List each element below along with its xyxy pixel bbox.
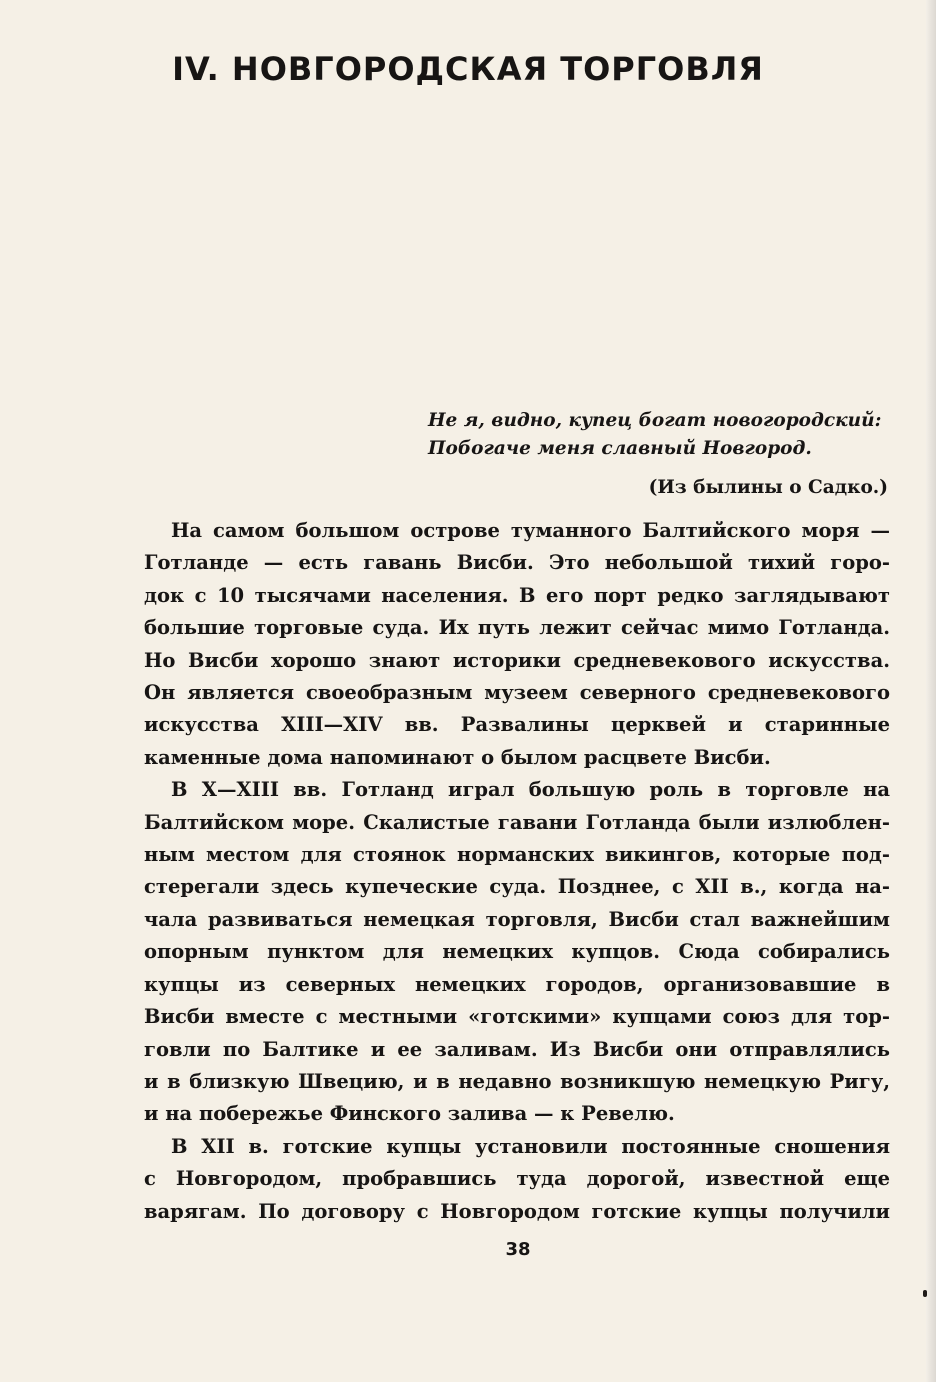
text-line: Балтийском море. Скалистые гавани Готланда были излюблен- <box>144 810 890 834</box>
text-line: Он является своеобразным музеем северного средневекового <box>144 681 890 705</box>
text-line: В X—XIII вв. Готланд играл большую роль в торговле на <box>171 778 890 802</box>
page-number: 38 <box>505 1239 531 1260</box>
text-line: ным местом для стоянок норманских викингов, которые под- <box>144 843 890 867</box>
text-line: большие торговые суда. Их путь лежит сейчас мимо Готланда. <box>144 616 890 640</box>
text-line: док с 10 тысячами населения. В его порт редко заглядывают <box>144 583 890 607</box>
epigraph-source: (Из былины о Садко.) <box>648 477 888 498</box>
text-line: Готланде — есть гавань Висби. Это небольшой тихий горо- <box>144 551 890 575</box>
text-line: говли по Балтике и ее заливам. Из Висби они отправлялись <box>144 1037 890 1061</box>
text-line: В XII в. готские купцы установили постоянные сношения <box>171 1134 890 1158</box>
text-line: и в близкую Швецию, и в недавно возникшую немецкую Ригу, <box>144 1069 890 1093</box>
text-line: каменные дома напоминают о былом расцвете Висби. <box>144 745 771 769</box>
epigraph-line: Побогаче меня славный Новгород. <box>428 438 812 459</box>
text-line: опорным пунктом для немецких купцов. Сюда собирались <box>144 940 890 964</box>
text-line: и на побережье Финского залива — к Ревелю. <box>144 1102 675 1126</box>
text-line: с Новгородом, пробравшись туда дорогой, известной еще <box>144 1167 890 1191</box>
body-text <box>144 515 890 1228</box>
text-line: варягам. По договору с Новгородом готские купцы получили <box>144 1199 890 1223</box>
text-line: стерегали здесь купеческие суда. Позднее, с XII в., когда на- <box>144 875 890 899</box>
text-line: чала развиваться немецкая торговля, Висби стал важнейшим <box>144 907 890 931</box>
margin-mark <box>923 1290 927 1297</box>
chapter-title: IV. НОВГОРОДСКАЯ ТОРГОВЛЯ <box>172 50 764 88</box>
text-line: Но Висби хорошо знают историки средневекового искусства. <box>144 648 890 672</box>
page-edge-shadow <box>926 0 936 1382</box>
text-line: На самом большом острове туманного Балтийского моря — <box>171 519 890 542</box>
epigraph <box>428 407 888 502</box>
text-line: купцы из северных немецких городов, организовавшие в <box>144 972 890 996</box>
text-line: Висби вместе с местными «готскими» купцами союз для тор- <box>144 1005 890 1029</box>
epigraph-line: Не я, видно, купец богат новогородский: <box>428 410 882 431</box>
text-line: искусства XIII—XIV вв. Развалины церквей и старинные <box>144 713 890 737</box>
